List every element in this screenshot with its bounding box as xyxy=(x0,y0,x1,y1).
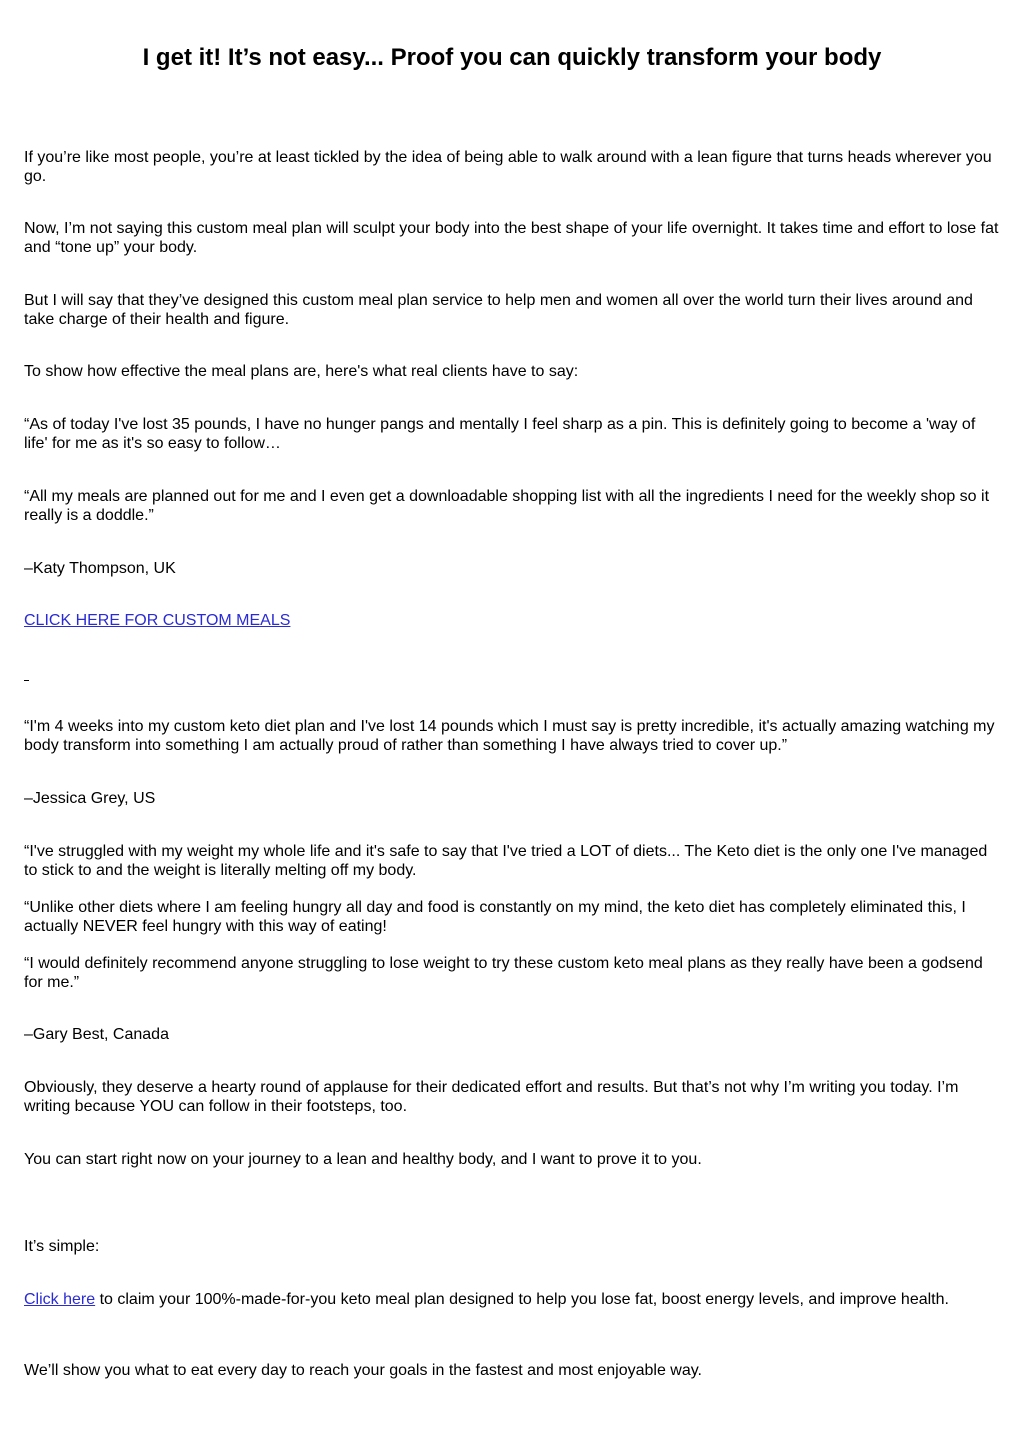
underline-mark xyxy=(24,680,29,681)
claim-text: to claim your 100%-made-for-you keto meal plan designed to help you lose fat, boost energy levels, and improve health. xyxy=(95,1291,949,1308)
applause-paragraph: Obviously, they deserve a hearty round of applause for their dedicated effort and results. But that’s not why I’m writing you today. I’m writing because YOU can follow in their footsteps, too. xyxy=(24,1079,959,1115)
testimonial-author-gary: –Gary Best, Canada xyxy=(24,1026,169,1043)
testimonial-gary-part-3: “I would definitely recommend anyone struggling to lose weight to try these custom keto meal plans as they really have been a godsend for me.” xyxy=(24,955,983,991)
testimonials-intro: To show how effective the meal plans are, here's what real clients have to say: xyxy=(24,363,579,380)
claim-paragraph xyxy=(24,1290,1000,1309)
simple-paragraph: It’s simple: xyxy=(24,1238,100,1255)
journey-paragraph: You can start right now on your journey to a lean and healthy body, and I want to prove it to you. xyxy=(24,1151,702,1168)
testimonial-jessica: “I'm 4 weeks into my custom keto diet plan and I've lost 14 pounds which I must say is pretty incredible, it's actually amazing watching my body transform into something I am actually proud of rather than something I have always tried to cover up.” xyxy=(24,718,995,754)
page-title: I get it! It’s not easy... Proof you can quickly transform your body xyxy=(142,44,882,71)
closing-paragraph: We’ll show you what to eat every day to reach your goals in the fastest and most enjoyable way. xyxy=(24,1362,702,1379)
service-paragraph: But I will say that they’ve designed this custom meal plan service to help men and women all over the world turn their lives around and take charge of their health and figure. xyxy=(24,292,973,328)
intro-paragraph: If you’re like most people, you’re at least tickled by the idea of being able to walk around with a lean figure that turns heads wherever you go. xyxy=(24,149,992,185)
testimonial-katy-part-1: “As of today I've lost 35 pounds, I have no hunger pangs and mentally I feel sharp as a pin. This is definitely going to become a 'way of life' for me as it's so easy to follow… xyxy=(24,416,976,452)
testimonial-author-katy: –Katy Thompson, UK xyxy=(24,560,176,577)
testimonial-gary-part-2: “Unlike other diets where I am feeling hungry all day and food is constantly on my mind, the keto diet has completely eliminated this, I actually NEVER feel hungry with this way of eating! xyxy=(24,899,966,935)
custom-meals-link[interactable]: CLICK HERE FOR CUSTOM MEALS xyxy=(24,612,291,629)
disclaimer-paragraph: Now, I’m not saying this custom meal plan will sculpt your body into the best shape of your life overnight. It takes time and effort to lose fat and “tone up” your body. xyxy=(24,220,999,256)
custom-meals-cta xyxy=(24,611,1000,630)
testimonial-gary-part-1: “I've struggled with my weight my whole life and it's safe to say that I've tried a LOT of diets... The Keto diet is the only one I've managed to stick to and the weight is literally melting off my body. xyxy=(24,843,988,879)
click-here-link[interactable]: Click here xyxy=(24,1291,96,1308)
testimonial-katy-part-2: “All my meals are planned out for me and I even get a downloadable shopping list with all the ingredients I need for the weekly shop so it really is a doddle.” xyxy=(24,488,990,524)
testimonial-author-jessica: –Jessica Grey, US xyxy=(24,790,156,807)
